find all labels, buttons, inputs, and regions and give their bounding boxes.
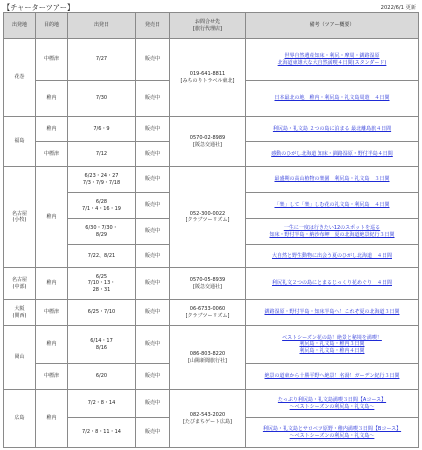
departure-cell: 花巻 (4, 39, 36, 117)
tour-link[interactable]: 利尻島・礼文島・稚内４日間 (299, 347, 365, 354)
date-cell: 7/12 (68, 142, 136, 167)
tour-link[interactable]: 一生に一度は行きたい12のスポットを巡る (283, 225, 381, 232)
sale-cell: 販売中 (136, 142, 170, 167)
sale-cell: 販売中 (136, 219, 170, 245)
tour-link[interactable]: 日本最北の地 稚内・利尻島・礼文島周遊 ４日間 (274, 95, 390, 102)
remarks-cell (246, 81, 419, 117)
contact-cell: 019-641-8811 [みちのりトラベル東北] (170, 39, 246, 117)
col-sale-period: 発売日 (136, 13, 170, 39)
destination-cell: 稚内 (36, 167, 68, 268)
date-cell: 7/27 (68, 39, 136, 81)
tour-link[interactable]: 利尻礼文２つの島にとまるじっくり花めぐり ４日間 (271, 280, 392, 287)
contact-cell: 082-543-2020 [たびまちゲート広島] (170, 390, 246, 448)
table-row (4, 390, 419, 418)
table-row (4, 326, 419, 364)
remarks-cell (246, 364, 419, 390)
contact-cell: 0570-02-8989 [阪急交通社] (170, 117, 246, 167)
date-cell: 7/2・8・11・14 (68, 418, 136, 448)
tour-link[interactable]: 最盛期の高山植物の楽園 利尻島・礼文島 ３日間 (274, 176, 390, 183)
destination-cell: 中標津 (36, 364, 68, 390)
remarks-cell (246, 326, 419, 364)
destination-cell: 稚内 (36, 117, 68, 142)
sale-cell: 販売中 (136, 268, 170, 300)
date-cell: 6/28 7/1・4・16・19 (68, 193, 136, 219)
tour-link[interactable]: たっぷり利尻島・礼文島満喫３日間【Aコース】 (277, 397, 387, 404)
remarks-cell (246, 245, 419, 268)
contact-cell: 086-803-8220 [山陽新聞旅行社] (170, 326, 246, 390)
departure-cell: 岡山 (4, 326, 36, 390)
tour-link[interactable]: 釧路湿原・野付半島・知床半島へ！これぞ夏の北海道３日間 (264, 309, 400, 316)
date-cell: 6/25 7/10・13・ 28・31 (68, 268, 136, 300)
destination-cell: 中標津 (36, 39, 68, 81)
sale-cell: 販売中 (136, 193, 170, 219)
sale-cell: 販売中 (136, 418, 170, 448)
departure-cell: 名古屋 (中部) (4, 268, 36, 300)
tour-link[interactable]: 知床・野付半島・納沙布岬 夏の北海道絶景紀行３日間 (269, 231, 395, 238)
remarks-cell (246, 167, 419, 193)
tour-link[interactable]: 絶景の道東から十勝平野へ絶景！名湯！ガーデン紀行３日間 (264, 373, 400, 380)
contact-cell: 0570-05-8939 [阪急交通社] (170, 268, 246, 300)
col-remarks: 備考（ツアー概要） (246, 13, 419, 39)
remarks-cell (246, 219, 419, 245)
remarks-cell (246, 418, 419, 448)
page-title: 【チャーターツアー】 (3, 3, 75, 12)
date-cell: 6/23・24・27 7/3・7/9・7/18 (68, 167, 136, 193)
sale-cell: 販売中 (136, 39, 170, 81)
contact-cell: 06-6733-0060 [クラブツーリズム] (170, 300, 246, 326)
table-row (4, 268, 419, 300)
sale-cell: 販売中 (136, 245, 170, 268)
departure-cell: 名古屋 (小牧) (4, 167, 36, 268)
table-row (4, 167, 419, 193)
col-departure: 出発地 (4, 13, 36, 39)
destination-cell: 稚内 (36, 390, 68, 448)
departure-cell: 福島 (4, 117, 36, 167)
destination-cell: 稚内 (36, 268, 68, 300)
table-row (4, 39, 419, 81)
tour-table (3, 12, 419, 448)
destination-cell: 中標津 (36, 300, 68, 326)
date-cell: 7/22、8/21 (68, 245, 136, 268)
destination-cell: 稚内 (36, 326, 68, 364)
tour-link[interactable]: 「楽」して「楽」しむ花の礼文島・利尻島 ４日間 (274, 202, 390, 209)
sale-cell: 販売中 (136, 364, 170, 390)
tour-link[interactable]: 世界自然遺産知床・利尻・摩周・釧路湿原 (284, 53, 380, 60)
remarks-cell (246, 117, 419, 142)
remarks-cell (246, 193, 419, 219)
departure-cell: 広島 (4, 390, 36, 448)
sale-cell: 販売中 (136, 300, 170, 326)
destination-cell: 中標津 (36, 142, 68, 167)
date-cell: 6/20 (68, 364, 136, 390)
tour-link[interactable]: ～ベストシーズンの利尻島・礼文島～ (289, 432, 375, 439)
date-cell: 6/14・17 8/16 (68, 326, 136, 364)
date-cell: 7/2・8・14 (68, 390, 136, 418)
date-cell: 6/30・7/30・ 8/29 (68, 219, 136, 245)
tour-link[interactable]: ベストシーズン花の島！絶景と秘境を満喫！ (282, 335, 382, 342)
col-destination: 目的地 (36, 13, 68, 39)
sale-cell: 販売中 (136, 326, 170, 364)
tour-link[interactable]: 利尻島・礼文島 ２つの島に泊まる 最北離島旅４日間 (272, 125, 392, 132)
table-row (4, 117, 419, 142)
sale-cell: 販売中 (136, 117, 170, 142)
departure-cell: 大阪 (関西) (4, 300, 36, 326)
tour-link[interactable]: 大自然と野生動物に出会う夏のひがし北海道 ４日間 (271, 252, 392, 259)
date-cell: 6/25・7/10 (68, 300, 136, 326)
updated-date: 2022/6/1 更新 (380, 5, 416, 11)
tour-link[interactable]: ～ベストシーズンの利尻島・礼文島～ (289, 403, 375, 410)
remarks-cell (246, 300, 419, 326)
col-date: 出発日 (68, 13, 136, 39)
tour-link[interactable]: 感動のひがし北海道 知床・釧路湿原・野付半島４日間 (271, 150, 393, 157)
remarks-cell (246, 390, 419, 418)
remarks-cell (246, 268, 419, 300)
col-contact: お問合せ先 [旅行代理店] (170, 13, 246, 39)
tour-link[interactable]: 利尻島・礼文島・稚内３日間 (299, 341, 365, 348)
remarks-cell (246, 39, 419, 81)
date-cell: 7/6・9 (68, 117, 136, 142)
tour-link[interactable]: 利尻島・礼文島とサロベツ原野・稚内満喫３日間【Bコース】 (262, 426, 402, 433)
contact-cell: 052-300-0022 [クラブツーリズム] (170, 167, 246, 268)
table-row (4, 300, 419, 326)
remarks-cell (246, 142, 419, 167)
sale-cell: 販売中 (136, 390, 170, 418)
destination-cell: 稚内 (36, 81, 68, 117)
date-cell: 7/30 (68, 81, 136, 117)
sale-cell: 販売中 (136, 81, 170, 117)
tour-link[interactable]: 北海道東雄大な大自然満喫４日間(スタンダード) (277, 59, 387, 66)
sale-cell: 販売中 (136, 167, 170, 193)
